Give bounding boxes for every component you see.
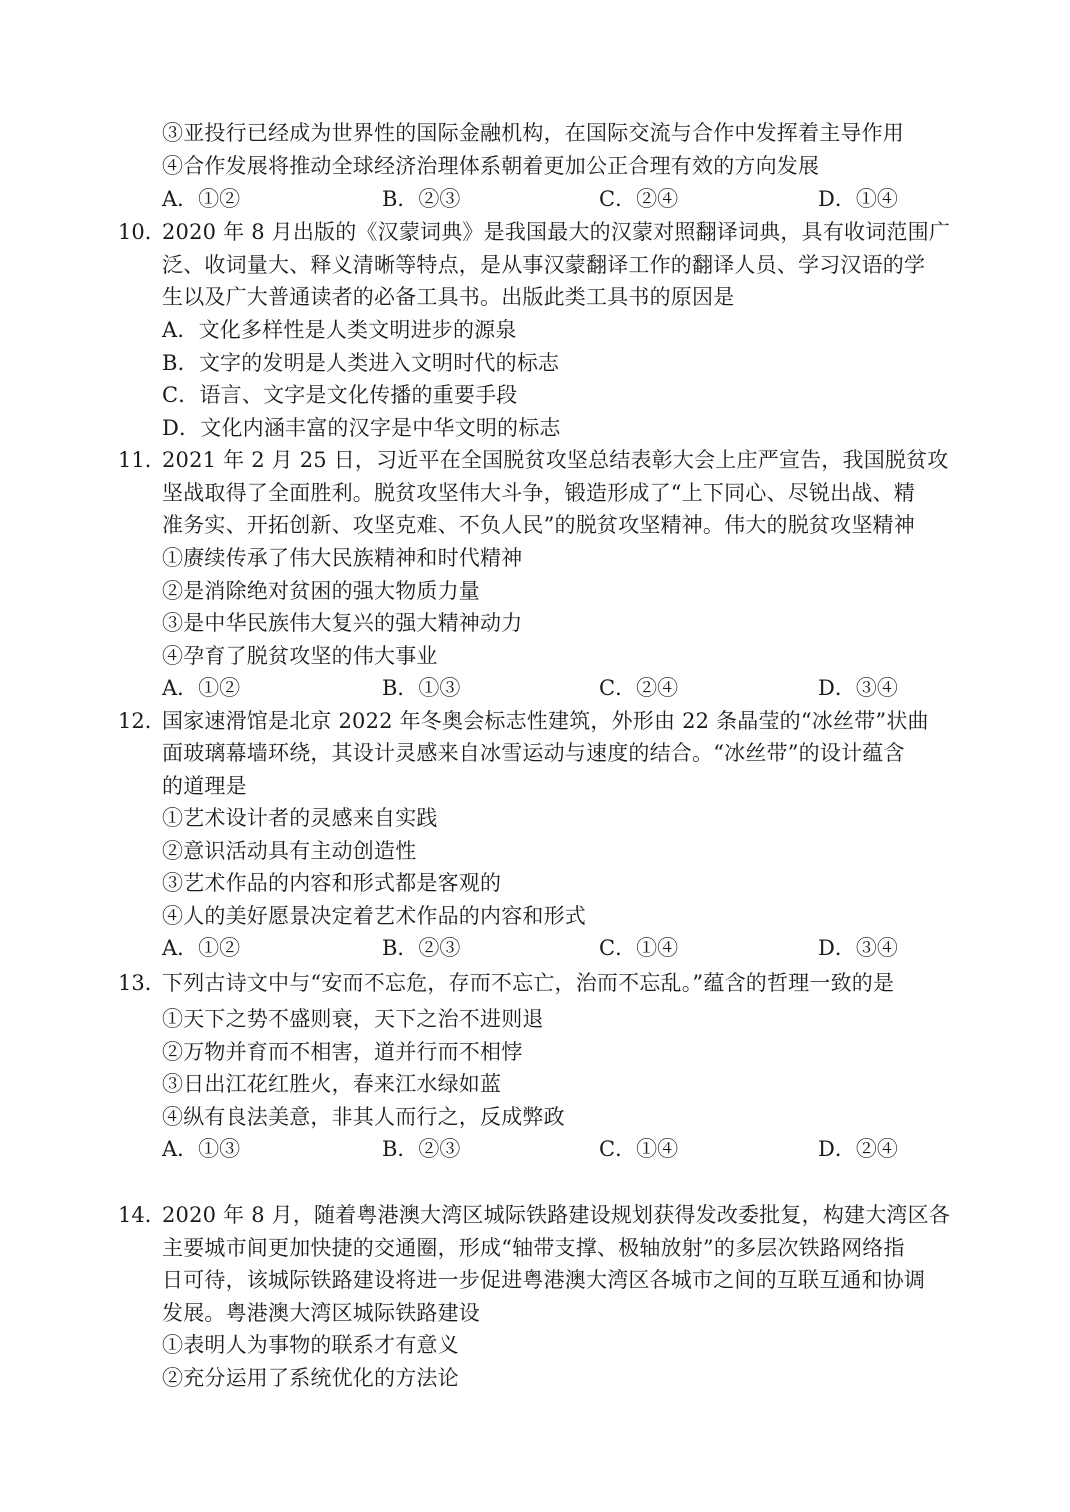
q14-statement-1: ①表明人为事物的联系才有意义	[162, 1333, 459, 1357]
q9-option-a: A．①②	[162, 187, 241, 211]
q9-statement-4: ④合作发展将推动全球经济治理体系朝着更加公正合理有效的方向发展	[162, 154, 820, 178]
q12-options	[162, 932, 902, 964]
q12-number: 12．	[118, 709, 166, 733]
q10-number: 10．	[118, 220, 166, 244]
q12-statement-2: ②意识活动具有主动创造性	[162, 839, 417, 863]
q13-stem-line-1: 下列古诗文中与“安而不忘危，存而不忘亡，治而不忘乱。”蕴含的哲理一致的是	[162, 971, 895, 995]
q9-option-c: C．②④	[599, 187, 679, 211]
q12-statement-3: ③艺术作品的内容和形式都是客观的	[162, 871, 502, 895]
q11-option-c: C．②④	[599, 676, 679, 700]
q9-options	[162, 183, 902, 215]
q12-statement-4: ④人的美好愿景决定着艺术作品的内容和形式	[162, 904, 586, 928]
q11-stem-line-2: 坚战取得了全面胜利。脱贫攻坚伟大斗争，锻造形成了“上下同心、尽锐出战、精	[162, 481, 915, 505]
q13-option-b: B．②③	[382, 1137, 461, 1161]
q13-option-a: A．①③	[162, 1137, 241, 1161]
q11-stem-line-3: 准务实、开拓创新、攻坚克难、不负人民”的脱贫攻坚精神。伟大的脱贫攻坚精神	[162, 513, 915, 537]
q13-option-c: C．①④	[599, 1137, 679, 1161]
q10-choice-d: D．文化内涵丰富的汉字是中华文明的标志	[162, 416, 561, 440]
q9-statement-3: ③亚投行已经成为世界性的国际金融机构，在国际交流与合作中发挥着主导作用	[162, 121, 904, 145]
q14-statement-2: ②充分运用了系统优化的方法论	[162, 1366, 459, 1390]
q11-option-d: D．③④	[818, 676, 898, 700]
q12-stem-line-1: 国家速滑馆是北京 2022 年冬奥会标志性建筑，外形由 22 条晶莹的“冰丝带”状曲	[162, 709, 929, 733]
q14-stem-line-4: 发展。粤港澳大湾区城际铁路建设	[162, 1301, 480, 1325]
q11-option-a: A．①②	[162, 676, 241, 700]
q10-choice-a: A．文化多样性是人类文明进步的源泉	[162, 318, 517, 342]
q11-statement-3: ③是中华民族伟大复兴的强大精神动力	[162, 611, 523, 635]
q10-stem-line-3: 生以及广大普通读者的必备工具书。出版此类工具书的原因是	[162, 285, 735, 309]
q13-statement-1: ①天下之势不盛则衰，天下之治不进则退	[162, 1007, 544, 1031]
q12-option-c: C．①④	[599, 936, 679, 960]
q11-statement-2: ②是消除绝对贫困的强大物质力量	[162, 579, 480, 603]
q10-choice-c: C．语言、文字是文化传播的重要手段	[162, 383, 518, 407]
q14-stem-line-1: 2020 年 8 月，随着粤港澳大湾区城际铁路建设规划获得发改委批复，构建大湾区各	[162, 1203, 951, 1227]
q9-option-b: B．②③	[382, 187, 461, 211]
q12-stem-line-3: 的道理是	[162, 774, 247, 798]
q11-stem-line-1: 2021 年 2 月 25 日，习近平在全国脱贫攻坚总结表彰大会上庄严宣告，我国脱贫攻	[162, 448, 949, 472]
q13-option-d: D．②④	[818, 1137, 898, 1161]
q11-option-b: B．①③	[382, 676, 461, 700]
q10-stem-line-2: 泛、收词量大、释义清晰等特点，是从事汉蒙翻译工作的翻译人员、学习汉语的学	[162, 253, 926, 277]
q11-options	[162, 672, 902, 704]
q11-statement-1: ①赓续传承了伟大民族精神和时代精神	[162, 546, 523, 570]
q10-choice-b: B．文字的发明是人类进入文明时代的标志	[162, 351, 560, 375]
q14-number: 14．	[118, 1203, 166, 1227]
q12-statement-1: ①艺术设计者的灵感来自实践	[162, 806, 438, 830]
q13-statement-4: ④纵有良法美意，非其人而行之，反成弊政	[162, 1105, 565, 1129]
q10-stem-line-1: 2020 年 8 月出版的《汉蒙词典》是我国最大的汉蒙对照翻译词典，具有收词范围广	[162, 220, 951, 244]
q13-number: 13．	[118, 971, 166, 995]
q12-stem-line-2: 面玻璃幕墙环绕，其设计灵感来自冰雪运动与速度的结合。“冰丝带”的设计蕴含	[162, 741, 905, 765]
q13-statement-2: ②万物并育而不相害，道并行而不相悖	[162, 1040, 523, 1064]
q13-statement-3: ③日出江花红胜火，春来江水绿如蓝	[162, 1072, 502, 1096]
q13-options	[162, 1133, 902, 1165]
q9-option-d: D．①④	[818, 187, 898, 211]
q12-option-b: B．②③	[382, 936, 461, 960]
q12-option-d: D．③④	[818, 936, 898, 960]
q14-stem-line-2: 主要城市间更加快捷的交通圈，形成“轴带支撑、极轴放射”的多层次铁路网络指	[162, 1236, 905, 1260]
q11-number: 11．	[118, 448, 166, 472]
q11-statement-4: ④孕育了脱贫攻坚的伟大事业	[162, 644, 438, 668]
q14-stem-line-3: 日可待，该城际铁路建设将进一步促进粤港澳大湾区各城市之间的互联互通和协调	[162, 1268, 926, 1292]
q12-option-a: A．①②	[162, 936, 241, 960]
